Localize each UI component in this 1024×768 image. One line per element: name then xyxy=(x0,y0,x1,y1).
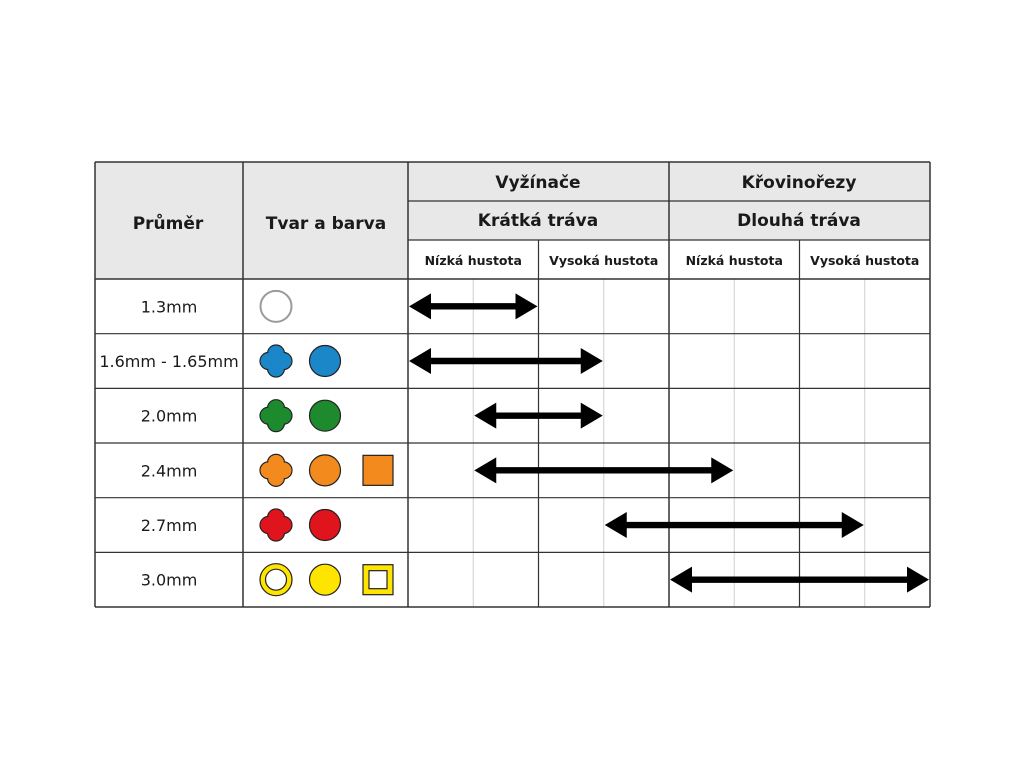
header-shape-color: Tvar a barva xyxy=(265,214,387,234)
diameter-label: 1.6mm - 1.65mm xyxy=(99,352,239,372)
circle-swatch-icon xyxy=(310,510,341,541)
table-row xyxy=(141,509,341,541)
circle-swatch-icon xyxy=(310,400,341,431)
quatrefoil-swatch-icon xyxy=(260,400,292,432)
header-density-1: Nízká hustota xyxy=(424,253,522,268)
diameter-label: 1.3mm xyxy=(140,297,198,317)
circle-swatch-icon xyxy=(310,455,341,486)
square-outline-swatch-icon xyxy=(363,565,393,595)
diameter-label: 3.0mm xyxy=(140,570,198,590)
quatrefoil-swatch-icon xyxy=(260,454,292,486)
table-row xyxy=(99,345,340,377)
circle-swatch-icon xyxy=(310,346,341,377)
quatrefoil-swatch-icon xyxy=(260,345,292,377)
table-row xyxy=(141,291,292,322)
quatrefoil-swatch-icon xyxy=(260,509,292,541)
table-row xyxy=(141,454,393,486)
header-density-4: Vysoká hustota xyxy=(810,253,920,268)
density-headers xyxy=(425,253,920,268)
square-swatch-icon xyxy=(363,455,393,485)
circle-swatch-icon xyxy=(310,564,341,595)
header-long-grass: Dlouhá tráva xyxy=(737,211,861,231)
header-diameter: Průměr xyxy=(132,214,204,234)
diameter-label: 2.0mm xyxy=(140,406,198,426)
header-density-3: Nízká hustota xyxy=(685,253,783,268)
diameter-label: 2.7mm xyxy=(140,516,198,536)
header-density-2: Vysoká hustota xyxy=(549,253,659,268)
circle-outline-swatch-icon xyxy=(261,291,292,322)
diameter-label: 2.4mm xyxy=(140,461,198,481)
table-row xyxy=(141,400,341,432)
header-trimmers: Vyžínače xyxy=(495,173,581,193)
range-arrow xyxy=(409,348,603,374)
table-row xyxy=(141,564,393,596)
header-brushcutters: Křovinořezy xyxy=(741,173,857,193)
ring-swatch-icon xyxy=(260,564,292,596)
header-short-grass: Krátká tráva xyxy=(477,211,599,231)
